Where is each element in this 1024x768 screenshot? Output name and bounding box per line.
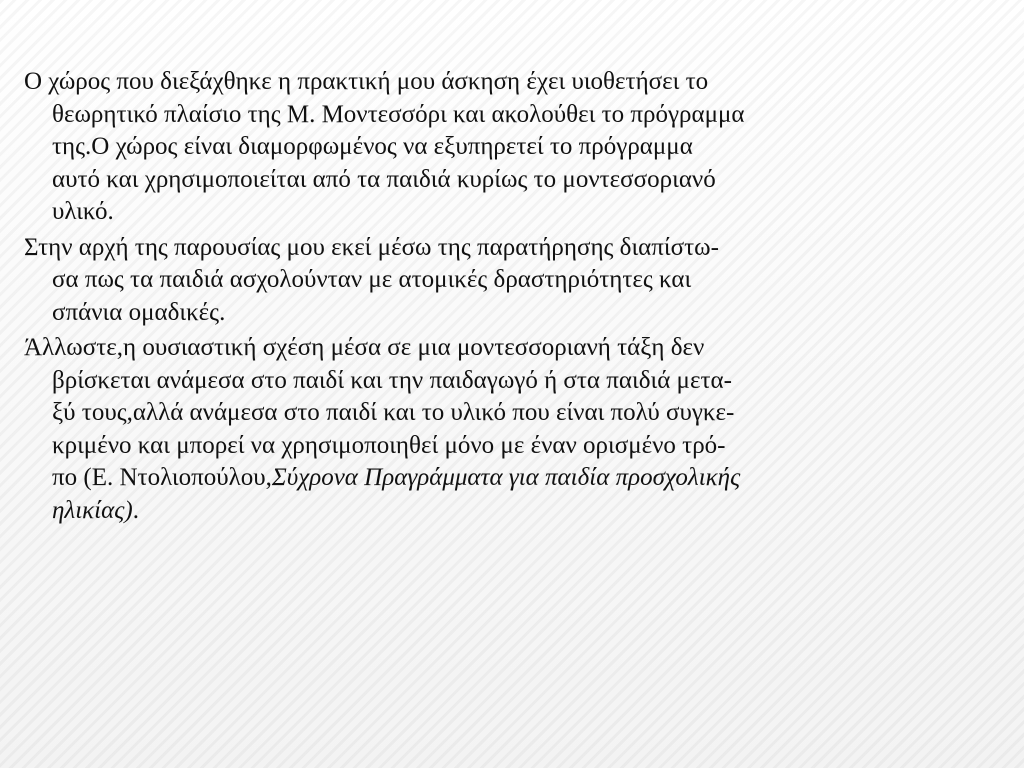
paragraph-line: σα πως τα παιδιά ασχολούνταν με ατομικές δραστηριότητες και: [52, 266, 692, 293]
citation-period: .: [132, 496, 139, 524]
paragraph-line: βρίσκεται ανάμεσα στο παιδί και την παιδαγωγό ή στα παιδιά μετα-: [52, 366, 732, 394]
paragraph-line: Στην αρχή της παρουσίας μου εκεί μέσω της παρατήρησης διαπίστω-: [24, 233, 719, 261]
paragraph-line: σπάνια ομαδικές.: [52, 298, 226, 326]
paragraph-2: [24, 232, 1004, 330]
paragraph-3: [24, 332, 1004, 527]
paragraph-line: θεωρητικό πλαίσιο της Μ. Μοντεσσόρι και ακολούθει το πρόγραμμα: [52, 100, 745, 128]
citation-author: πο (Ε. Ντολιοπούλου,: [52, 464, 272, 491]
citation-line: [24, 462, 1004, 495]
paragraph-line: αυτό και χρησιμοποιείται από τα παιδιά κυρίως το μοντεσσοριανό: [52, 165, 716, 193]
paragraph-line: κριμένο και μπορεί να χρησιμοποιηθεί μόνο με έναν ορισμένο τρό-: [52, 431, 726, 459]
paragraph-line: της.Ο χώρος είναι διαμορφωμένος να εξυπηρετεί το πρόγραμμα: [52, 133, 693, 160]
citation-book-title-end: ηλικίας): [52, 496, 133, 524]
citation-book-title: Σύχρονα Πραγράμματα για παιδία προσχολικής: [271, 464, 741, 491]
paragraph-line: υλικό.: [52, 198, 114, 225]
paragraph-line: ξύ τους,αλλά ανάμεσα στο παιδί και το υλικό που είναι πολύ συγκε-: [52, 399, 735, 426]
slide-text-body: [24, 66, 1004, 530]
paragraph-1: [24, 66, 1004, 229]
paragraph-line: Ο χώρος που διεξάχθηκε η πρακτική μου άσκηση έχει υιοθετήσει το: [24, 68, 709, 95]
paragraph-line: Άλλωστε,η ουσιαστική σχέση μέσα σε μια μοντεσσοριανή τάξη δεν: [24, 334, 705, 361]
citation-line-end: [24, 495, 1004, 528]
